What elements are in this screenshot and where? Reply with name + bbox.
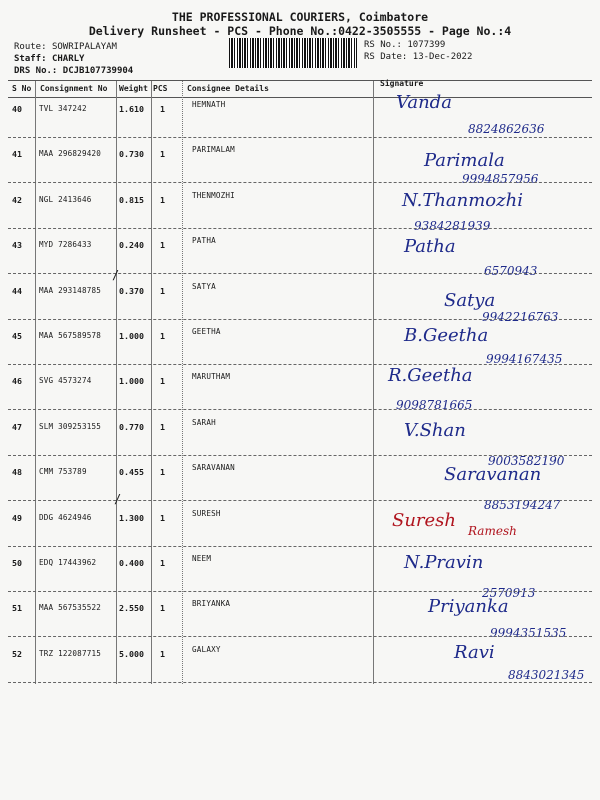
row-weight: 0.400 [119,558,144,568]
row-consignee-name: BRIYANKA [192,599,231,608]
route-value: SOWRIPALAYAM [51,42,117,52]
row-consignee-name: GALAXY [192,645,221,654]
row-weight: 1.000 [119,376,144,386]
col-header-pcs: PCS [153,84,168,93]
column-divider [182,81,183,684]
row-consignment-no: TVL 347242 [39,104,87,113]
row-consignment-no: MYD 7286433 [39,240,92,249]
row-consignee-name: THENMOZHI [192,191,235,200]
rs-no-line [364,40,445,50]
column-divider [373,81,374,684]
route-line [14,42,117,52]
row-consignee-name: MARUTHAM [192,372,231,381]
row-sno: 46 [12,376,22,386]
row-consignee-name: SARAH [192,418,216,427]
row-consignment-no: TRZ 122087715 [39,649,102,658]
drs-value: DCJB107739904 [62,66,134,76]
row-consignment-no: MAA 293148785 [39,286,102,295]
row-separator [8,546,592,547]
row-pcs: 1 [160,513,165,523]
drs-label: DRS No.: [14,66,58,76]
row-sno: 51 [12,603,22,613]
staff-value: CHARLY [51,54,85,64]
row-pcs: 1 [160,149,165,159]
row-sno: 49 [12,513,22,523]
signature-phone: 9994351535 [490,626,567,640]
signature-name: N.Pravin [404,552,484,573]
row-separator [8,137,592,138]
row-weight: 1.610 [119,104,144,114]
row-pcs: 1 [160,376,165,386]
col-header-sno: S No [12,84,32,93]
row-pcs: 1 [160,603,165,613]
signature-name: N.Thanmozhi [402,190,523,211]
row-separator [8,364,592,365]
row-pcs: 1 [160,331,165,341]
rs-date-line [364,52,472,62]
col-header-signature: Signature [380,79,424,88]
row-pcs: 1 [160,104,165,114]
column-divider [116,81,117,684]
row-pcs: 1 [160,286,165,296]
header-bottom-rule [8,97,592,98]
signature-name: Parimala [424,150,505,171]
drs-line [14,66,133,76]
row-weight: 2.550 [119,603,144,613]
row-consignee-name: NEEM [192,554,212,563]
row-sno: 50 [12,558,22,568]
row-separator [8,455,592,456]
row-sno: 42 [12,195,22,205]
row-pcs: 1 [160,240,165,250]
row-weight: 0.240 [119,240,144,250]
row-separator [8,591,592,592]
row-weight: 1.000 [119,331,144,341]
row-separator [8,182,592,183]
rs-no-value: 1077399 [407,40,446,50]
col-header-weight: Weight [119,84,148,93]
row-sno: 44 [12,286,22,296]
row-separator [8,500,592,501]
staff-line [14,54,84,64]
row-consignee-name: SURESH [192,509,221,518]
row-pcs: 1 [160,649,165,659]
check-mark: / [112,268,120,282]
check-mark: / [114,492,122,506]
row-pcs: 1 [160,422,165,432]
row-consignment-no: NGL 2413646 [39,195,92,204]
row-separator [8,682,592,683]
row-consignment-no: EDQ 17443962 [39,558,97,567]
signature-phone: Ramesh [468,524,517,538]
row-consignee-name: SARAVANAN [192,463,235,472]
rs-date-value: 13-Dec-2022 [412,52,473,62]
signature-phone: 6570943 [484,264,538,278]
row-consignee-name: HEMNATH [192,100,226,109]
row-separator [8,319,592,320]
row-weight: 1.300 [119,513,144,523]
row-consignee-name: PARIMALAM [192,145,235,154]
signature-name: Ravi [454,642,495,663]
signature-name: Satya [444,290,496,311]
runsheet-title: THE PROFESSIONAL COURIERS, Coimbatore [171,10,429,24]
row-consignment-no: SVG 4573274 [39,376,92,385]
row-weight: 5.000 [119,649,144,659]
signature-phone: 2570913 [482,586,536,600]
row-sno: 47 [12,422,22,432]
staff-label: Staff: [14,54,47,64]
row-consignment-no: MAA 567535522 [39,603,102,612]
row-sno: 43 [12,240,22,250]
row-pcs: 1 [160,467,165,477]
row-weight: 0.455 [119,467,144,477]
table-top-rule [8,80,592,81]
runsheet-subtitle: Delivery Runsheet - PCS - Phone No.:0422-3505555 - Page No.:4 [88,24,512,38]
row-consignment-no: MAA 296829420 [39,149,102,158]
rs-no-label: RS No.: [364,40,402,50]
col-header-consignment: Consignment No [40,84,108,93]
signature-name: Suresh [392,510,457,531]
row-weight: 0.370 [119,286,144,296]
signature-phone: 9994857956 [462,172,539,186]
col-header-consignee: Consignee Details [187,84,269,93]
column-divider [35,81,36,684]
row-consignee-name: PATHA [192,236,216,245]
row-separator [8,636,592,637]
signature-name: R.Geetha [388,365,473,386]
signature-name: Saravanan [444,464,542,485]
row-separator [8,409,592,410]
signature-name: B.Geetha [404,325,489,346]
row-pcs: 1 [160,558,165,568]
rs-date-label: RS Date: [364,52,408,62]
row-consignment-no: SLM 309253155 [39,422,102,431]
row-consignee-name: GEETHA [192,327,221,336]
signature-name: V.Shan [404,420,466,441]
row-weight: 0.815 [119,195,144,205]
row-consignment-no: MAA 567589578 [39,331,102,340]
row-sno: 52 [12,649,22,659]
barcode [229,38,357,68]
row-consignee-name: SATYA [192,282,216,291]
row-pcs: 1 [160,195,165,205]
signature-name: Patha [404,236,456,257]
signature-phone: 8843021345 [508,668,585,682]
signature-name: Vanda [396,92,452,113]
row-sno: 41 [12,149,22,159]
row-consignment-no: DDG 4624946 [39,513,92,522]
signature-phone: 9098781665 [396,398,473,412]
signature-phone: 9994167435 [486,352,563,366]
row-separator [8,228,592,229]
row-weight: 0.730 [119,149,144,159]
row-sno: 45 [12,331,22,341]
row-sno: 48 [12,467,22,477]
signature-phone: 9384281939 [414,219,491,233]
row-separator [8,273,592,274]
signature-name: Priyanka [428,596,509,617]
column-divider [151,81,152,684]
route-label: Route: [14,42,47,52]
row-weight: 0.770 [119,422,144,432]
signature-phone: 8853194247 [484,498,561,512]
signature-phone: 9003582190 [488,454,565,468]
row-sno: 40 [12,104,22,114]
signature-phone: 9942216763 [482,310,559,324]
signature-phone: 8824862636 [468,122,545,136]
row-consignment-no: CMM 753789 [39,467,87,476]
